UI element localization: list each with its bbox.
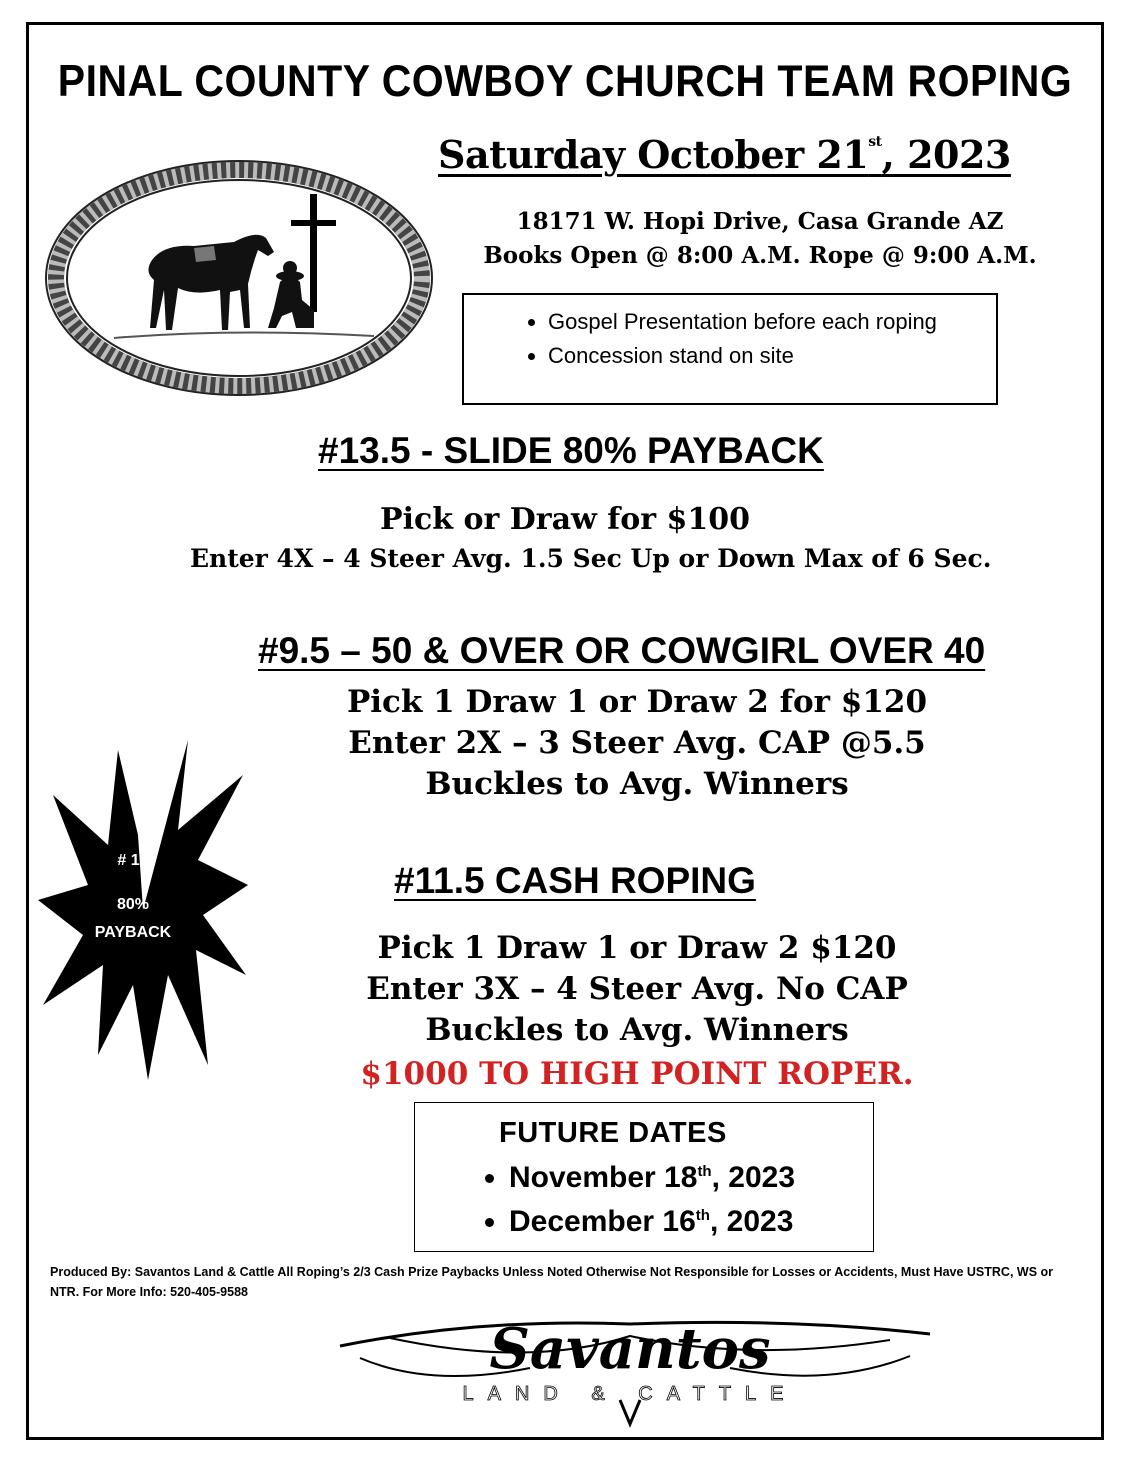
starburst-line: # 13 <box>117 852 149 869</box>
high-point-roper-highlight: $1000 TO HIGH POINT ROPER. <box>360 1056 914 1092</box>
savantos-logo-icon <box>330 1298 940 1428</box>
event-date: Saturday October 21st, 2023 <box>438 132 1011 177</box>
rope-oval-logo-icon <box>44 160 434 396</box>
section-line: Pick 1 Draw 1 or Draw 2 for $120 <box>346 684 928 720</box>
section-line: Pick 1 Draw 1 or Draw 2 $120 <box>377 930 897 966</box>
section-line: Enter 2X – 3 Steer Avg. CAP @5.5 <box>348 725 926 761</box>
section-line: Pick or Draw for $100 <box>380 502 750 537</box>
info-box <box>462 293 998 405</box>
section-heading-11-5: #11.5 CASH ROPING <box>394 860 756 901</box>
section-line: Buckles to Avg. Winners <box>425 766 849 802</box>
future-date-item: • November 18th, 2023 <box>509 1161 795 1195</box>
section-line: Enter 4X – 4 Steer Avg. 1.5 Sec Up or Down Max of 6 Sec. <box>190 544 992 573</box>
starburst-line: PAYBACK <box>94 924 172 941</box>
info-item: • Gospel Presentation before each roping <box>548 309 996 335</box>
section-heading-9-5: #9.5 – 50 & OVER OR COWGIRL OVER 40 <box>258 630 986 671</box>
event-hours: Books Open @ 8:00 A.M. Rope @ 9:00 A.M. <box>483 242 1037 269</box>
logo-name: Savantos <box>489 1316 771 1382</box>
event-address: 18171 W. Hopi Drive, Casa Grande AZ <box>516 208 1004 235</box>
section-line: Buckles to Avg. Winners <box>425 1012 849 1048</box>
footer-disclaimer: Produced By: Savantos Land & Cattle All Roping’s 2/3 Cash Prize Paybacks Unless Noted Otherwise Not Responsible for Losses or Accidents, Must Have USTRC, WS or NTR. For More Info: 520-405-9588 <box>50 1265 1054 1299</box>
future-dates-box <box>414 1102 874 1252</box>
future-date-item: • December 16th, 2023 <box>509 1205 795 1239</box>
page-title: PINAL COUNTY COWBOY CHURCH TEAM ROPING <box>57 56 1073 106</box>
logo-tagline: LAND & CATTLE <box>462 1383 798 1405</box>
info-item: • Concession stand on site <box>548 343 996 369</box>
section-line: Enter 3X – 4 Steer Avg. No CAP <box>366 971 908 1007</box>
starburst-line: 80% <box>116 896 150 913</box>
section-heading-13-5: #13.5 - SLIDE 80% PAYBACK <box>318 430 824 471</box>
future-dates-heading: FUTURE DATES <box>499 1117 727 1149</box>
